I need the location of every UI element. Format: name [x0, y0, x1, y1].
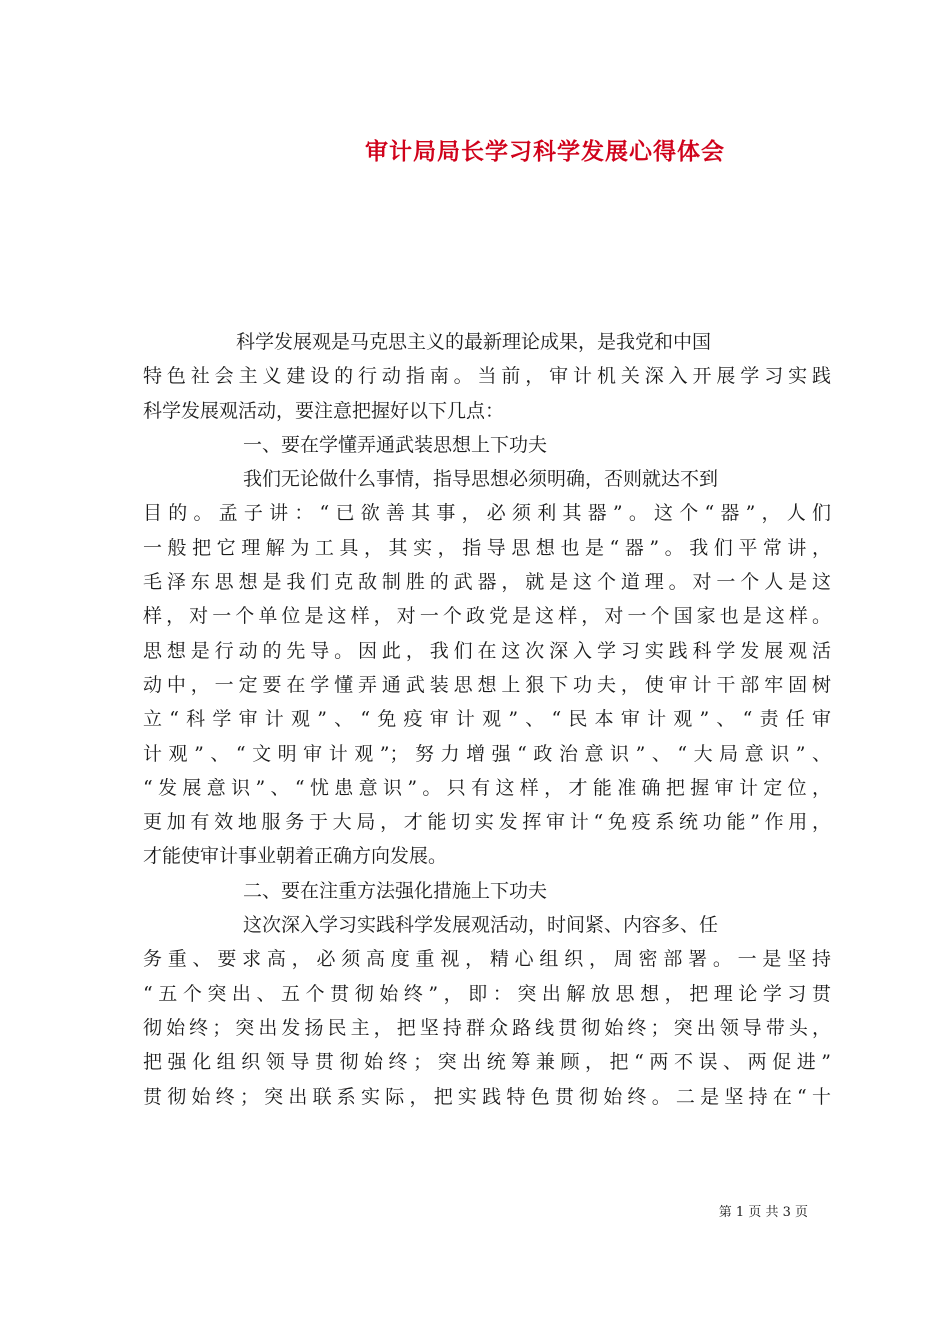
page-title: 审计局局长学习科学发展心得体会	[365, 138, 725, 165]
document-body	[143, 325, 831, 1114]
paragraph-line: 这次深入学习实践科学发展观活动，时间紧、内容多、任	[243, 914, 719, 937]
paragraph-line: 把强化组织领导贯彻始终；突出统筹兼顾，把“两不误、两促进”	[143, 1051, 831, 1074]
paragraph-line: 样，对一个单位是这样，对一个政党是这样，对一个国家也是这样。	[143, 605, 831, 628]
paragraph-line: 贯彻始终；突出联系实际，把实践特色贯彻始终。二是坚持在“十	[143, 1085, 831, 1108]
page-footer: 第 1 页 共 3 页	[718, 1205, 808, 1220]
paragraph-line: 才能使审计事业朝着正确方向发展。	[143, 845, 448, 868]
paragraph-line: 计观”、“文明审计观”；努力增强“政治意识”、“大局意识”、	[143, 742, 831, 765]
paragraph-line: 目的。孟子讲：“已欲善其事，必须利其器”。这个“器”，人们	[143, 502, 831, 525]
paragraph-line: 毛泽东思想是我们克敌制胜的武器，就是这个道理。对一个人是这	[143, 571, 831, 594]
paragraph-line: 务重、要求高，必须高度重视，精心组织，周密部署。一是坚持	[143, 948, 831, 971]
paragraph-line: 彻始终；突出发扬民主，把坚持群众路线贯彻始终；突出领导带头，	[143, 1016, 831, 1039]
paragraph-line: 更加有效地服务于大局，才能切实发挥审计“免疫系统功能”作用，	[143, 811, 831, 834]
paragraph-line: 思想是行动的先导。因此，我们在这次深入学习实践科学发展观活	[143, 639, 831, 662]
section-heading: 二、要在注重方法强化措施上下功夫	[243, 879, 548, 902]
paragraph-line: 立“科学审计观”、“免疫审计观”、“民本审计观”、“责任审	[143, 708, 831, 731]
paragraph-line: 一般把它理解为工具，其实，指导思想也是“器”。我们平常讲，	[143, 536, 831, 559]
paragraph-line: “发展意识”、“忧患意识”。只有这样，才能准确把握审计定位，	[143, 776, 831, 799]
section-heading: 一、要在学懂弄通武装思想上下功夫	[243, 433, 548, 456]
paragraph-line: 动中，一定要在学懂弄通武装思想上狠下功夫，使审计干部牢固树	[143, 673, 831, 696]
paragraph-line: “五个突出、五个贯彻始终”，即：突出解放思想，把理论学习贯	[143, 982, 831, 1005]
paragraph-line: 我们无论做什么事情，指导思想必须明确，否则就达不到	[243, 468, 719, 491]
paragraph-line: 科学发展观活动，要注意把握好以下几点：	[143, 399, 505, 422]
paragraph-line: 特色社会主义建设的行动指南。当前，审计机关深入开展学习实践	[143, 365, 831, 388]
paragraph-line: 科学发展观是马克思主义的最新理论成果，是我党和中国	[236, 331, 712, 353]
